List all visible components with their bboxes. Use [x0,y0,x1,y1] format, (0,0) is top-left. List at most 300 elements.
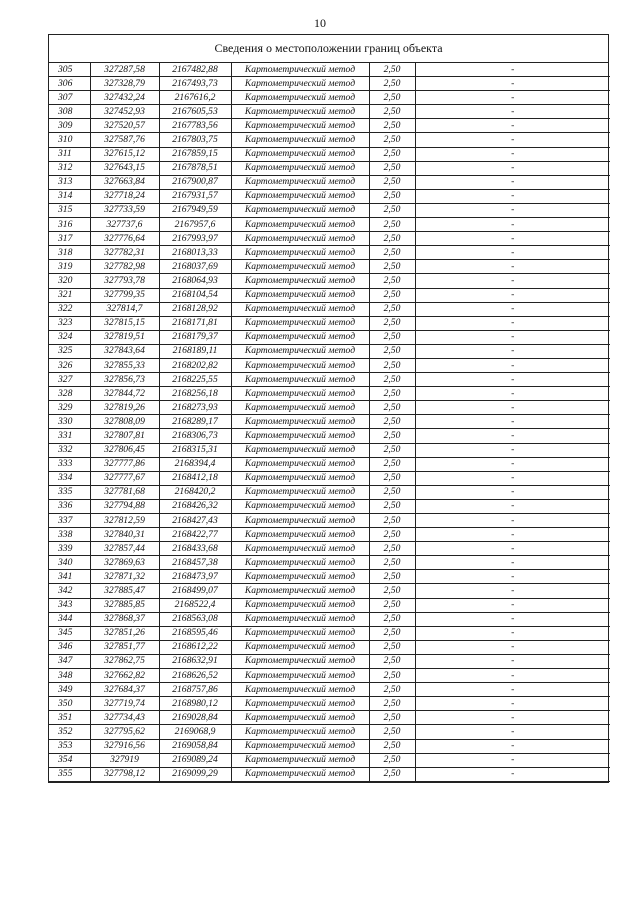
x-coordinate-cell: 327795,62 [90,725,159,739]
method-cell: Картометрический метод [231,288,369,302]
accuracy-cell: 2,50 [369,316,415,330]
method-cell: Картометрический метод [231,260,369,274]
method-cell: Картометрический метод [231,669,369,683]
accuracy-cell: 2,50 [369,697,415,711]
method-cell: Картометрический метод [231,91,369,105]
description-cell: - [415,767,610,781]
y-coordinate-cell: 2168433,68 [159,542,231,556]
accuracy-cell: 2,50 [369,330,415,344]
point-number-cell: 351 [49,711,90,725]
point-number-cell: 313 [49,175,90,189]
table-row [49,105,610,119]
accuracy-cell: 2,50 [369,654,415,668]
y-coordinate-cell: 2168256,18 [159,387,231,401]
method-cell: Картометрический метод [231,739,369,753]
method-cell: Картометрический метод [231,429,369,443]
point-number-cell: 310 [49,133,90,147]
y-coordinate-cell: 2168179,37 [159,330,231,344]
y-coordinate-cell: 2167783,56 [159,119,231,133]
y-coordinate-cell: 2167803,75 [159,133,231,147]
point-number-cell: 305 [49,63,90,77]
table-row [49,91,610,105]
y-coordinate-cell: 2167993,97 [159,232,231,246]
table-body [49,63,610,781]
method-cell: Картометрический метод [231,711,369,725]
description-cell: - [415,133,610,147]
y-coordinate-cell: 2168315,31 [159,443,231,457]
method-cell: Картометрический метод [231,528,369,542]
table-row [49,626,610,640]
point-number-cell: 333 [49,457,90,471]
accuracy-cell: 2,50 [369,542,415,556]
x-coordinate-cell: 327615,12 [90,147,159,161]
method-cell: Картометрический метод [231,387,369,401]
point-number-cell: 350 [49,697,90,711]
accuracy-cell: 2,50 [369,189,415,203]
method-cell: Картометрический метод [231,612,369,626]
table-row [49,302,610,316]
x-coordinate-cell: 327857,44 [90,542,159,556]
y-coordinate-cell: 2168563,08 [159,612,231,626]
point-number-cell: 324 [49,330,90,344]
description-cell: - [415,203,610,217]
x-coordinate-cell: 327794,88 [90,499,159,513]
point-number-cell: 320 [49,274,90,288]
accuracy-cell: 2,50 [369,471,415,485]
x-coordinate-cell: 327812,59 [90,514,159,528]
x-coordinate-cell: 327777,67 [90,471,159,485]
coordinates-table [49,63,610,782]
description-cell: - [415,542,610,556]
point-number-cell: 327 [49,373,90,387]
table-row [49,429,610,443]
y-coordinate-cell: 2168289,17 [159,415,231,429]
y-coordinate-cell: 2168522,4 [159,598,231,612]
y-coordinate-cell: 2168306,73 [159,429,231,443]
y-coordinate-cell: 2168612,22 [159,640,231,654]
description-cell: - [415,514,610,528]
table-row [49,274,610,288]
method-cell: Картометрический метод [231,147,369,161]
accuracy-cell: 2,50 [369,584,415,598]
method-cell: Картометрический метод [231,373,369,387]
y-coordinate-cell: 2168632,91 [159,654,231,668]
table-row [49,767,610,781]
method-cell: Картометрический метод [231,401,369,415]
table-row [49,471,610,485]
point-number-cell: 354 [49,753,90,767]
accuracy-cell: 2,50 [369,203,415,217]
point-number-cell: 342 [49,584,90,598]
x-coordinate-cell: 327734,43 [90,711,159,725]
table-row [49,77,610,91]
description-cell: - [415,105,610,119]
x-coordinate-cell: 327871,32 [90,570,159,584]
x-coordinate-cell: 327793,78 [90,274,159,288]
method-cell: Картометрический метод [231,175,369,189]
method-cell: Картометрический метод [231,77,369,91]
table-row [49,330,610,344]
point-number-cell: 325 [49,344,90,358]
description-cell: - [415,246,610,260]
y-coordinate-cell: 2168202,82 [159,358,231,372]
description-cell: - [415,485,610,499]
method-cell: Картометрический метод [231,302,369,316]
x-coordinate-cell: 327781,68 [90,485,159,499]
y-coordinate-cell: 2168171,81 [159,316,231,330]
point-number-cell: 316 [49,218,90,232]
table-row [49,598,610,612]
y-coordinate-cell: 2168273,93 [159,401,231,415]
point-number-cell: 348 [49,669,90,683]
y-coordinate-cell: 2168499,07 [159,584,231,598]
table-row [49,528,610,542]
x-coordinate-cell: 327587,76 [90,133,159,147]
table-row [49,288,610,302]
table-row [49,119,610,133]
accuracy-cell: 2,50 [369,119,415,133]
accuracy-cell: 2,50 [369,344,415,358]
x-coordinate-cell: 327919 [90,753,159,767]
point-number-cell: 315 [49,203,90,217]
accuracy-cell: 2,50 [369,485,415,499]
x-coordinate-cell: 327819,51 [90,330,159,344]
y-coordinate-cell: 2169028,84 [159,711,231,725]
x-coordinate-cell: 327782,98 [90,260,159,274]
y-coordinate-cell: 2168595,46 [159,626,231,640]
table-row [49,753,610,767]
method-cell: Картометрический метод [231,203,369,217]
description-cell: - [415,119,610,133]
x-coordinate-cell: 327869,63 [90,556,159,570]
accuracy-cell: 2,50 [369,288,415,302]
table-row [49,63,610,77]
accuracy-cell: 2,50 [369,246,415,260]
accuracy-cell: 2,50 [369,358,415,372]
method-cell: Картометрический метод [231,626,369,640]
table-row [49,711,610,725]
point-number-cell: 328 [49,387,90,401]
accuracy-cell: 2,50 [369,570,415,584]
method-cell: Картометрический метод [231,471,369,485]
table-row [49,189,610,203]
x-coordinate-cell: 327885,47 [90,584,159,598]
y-coordinate-cell: 2168420,2 [159,485,231,499]
description-cell: - [415,753,610,767]
y-coordinate-cell: 2168064,93 [159,274,231,288]
method-cell: Картометрический метод [231,119,369,133]
description-cell: - [415,443,610,457]
method-cell: Картометрический метод [231,63,369,77]
table-row [49,683,610,697]
x-coordinate-cell: 327776,64 [90,232,159,246]
table-row [49,161,610,175]
y-coordinate-cell: 2168128,92 [159,302,231,316]
accuracy-cell: 2,50 [369,133,415,147]
description-cell: - [415,528,610,542]
accuracy-cell: 2,50 [369,499,415,513]
y-coordinate-cell: 2168104,54 [159,288,231,302]
accuracy-cell: 2,50 [369,457,415,471]
table-row [49,485,610,499]
method-cell: Картометрический метод [231,598,369,612]
accuracy-cell: 2,50 [369,669,415,683]
point-number-cell: 337 [49,514,90,528]
y-coordinate-cell: 2168473,97 [159,570,231,584]
point-number-cell: 336 [49,499,90,513]
point-number-cell: 349 [49,683,90,697]
point-number-cell: 330 [49,415,90,429]
table-row [49,387,610,401]
table-row [49,556,610,570]
accuracy-cell: 2,50 [369,598,415,612]
point-number-cell: 338 [49,528,90,542]
accuracy-cell: 2,50 [369,63,415,77]
x-coordinate-cell: 327855,33 [90,358,159,372]
table-row [49,457,610,471]
accuracy-cell: 2,50 [369,528,415,542]
description-cell: - [415,739,610,753]
description-cell: - [415,401,610,415]
y-coordinate-cell: 2168980,12 [159,697,231,711]
description-cell: - [415,415,610,429]
point-number-cell: 343 [49,598,90,612]
accuracy-cell: 2,50 [369,443,415,457]
method-cell: Картометрический метод [231,556,369,570]
table-row [49,499,610,513]
description-cell: - [415,358,610,372]
accuracy-cell: 2,50 [369,514,415,528]
y-coordinate-cell: 2168422,77 [159,528,231,542]
table-row [49,640,610,654]
x-coordinate-cell: 327815,15 [90,316,159,330]
accuracy-cell: 2,50 [369,147,415,161]
method-cell: Картометрический метод [231,499,369,513]
description-cell: - [415,316,610,330]
method-cell: Картометрический метод [231,105,369,119]
point-number-cell: 318 [49,246,90,260]
method-cell: Картометрический метод [231,274,369,288]
description-cell: - [415,91,610,105]
table-row [49,415,610,429]
x-coordinate-cell: 327663,84 [90,175,159,189]
accuracy-cell: 2,50 [369,429,415,443]
point-number-cell: 307 [49,91,90,105]
description-cell: - [415,711,610,725]
point-number-cell: 331 [49,429,90,443]
accuracy-cell: 2,50 [369,175,415,189]
method-cell: Картометрический метод [231,584,369,598]
description-cell: - [415,570,610,584]
table-row [49,147,610,161]
method-cell: Картометрический метод [231,640,369,654]
point-number-cell: 322 [49,302,90,316]
description-cell: - [415,584,610,598]
y-coordinate-cell: 2167859,15 [159,147,231,161]
accuracy-cell: 2,50 [369,274,415,288]
y-coordinate-cell: 2167957,6 [159,218,231,232]
accuracy-cell: 2,50 [369,556,415,570]
y-coordinate-cell: 2168427,43 [159,514,231,528]
x-coordinate-cell: 327862,75 [90,654,159,668]
point-number-cell: 352 [49,725,90,739]
accuracy-cell: 2,50 [369,218,415,232]
description-cell: - [415,189,610,203]
table-row [49,260,610,274]
method-cell: Картометрический метод [231,570,369,584]
point-number-cell: 314 [49,189,90,203]
accuracy-cell: 2,50 [369,91,415,105]
x-coordinate-cell: 327840,31 [90,528,159,542]
table-row [49,246,610,260]
table-row [49,373,610,387]
x-coordinate-cell: 327662,82 [90,669,159,683]
description-cell: - [415,232,610,246]
y-coordinate-cell: 2169099,29 [159,767,231,781]
table-row [49,669,610,683]
table-row [49,542,610,556]
x-coordinate-cell: 327868,37 [90,612,159,626]
description-cell: - [415,274,610,288]
description-cell: - [415,63,610,77]
x-coordinate-cell: 327452,93 [90,105,159,119]
x-coordinate-cell: 327798,12 [90,767,159,781]
accuracy-cell: 2,50 [369,725,415,739]
x-coordinate-cell: 327432,24 [90,91,159,105]
point-number-cell: 332 [49,443,90,457]
table-row [49,584,610,598]
boundary-table-container [48,34,609,783]
point-number-cell: 345 [49,626,90,640]
accuracy-cell: 2,50 [369,626,415,640]
table-row [49,232,610,246]
y-coordinate-cell: 2168412,18 [159,471,231,485]
accuracy-cell: 2,50 [369,161,415,175]
point-number-cell: 329 [49,401,90,415]
x-coordinate-cell: 327814,7 [90,302,159,316]
description-cell: - [415,260,610,274]
table-row [49,443,610,457]
x-coordinate-cell: 327799,35 [90,288,159,302]
description-cell: - [415,471,610,485]
point-number-cell: 341 [49,570,90,584]
table-row [49,358,610,372]
point-number-cell: 339 [49,542,90,556]
description-cell: - [415,288,610,302]
point-number-cell: 308 [49,105,90,119]
y-coordinate-cell: 2168457,38 [159,556,231,570]
description-cell: - [415,598,610,612]
method-cell: Картометрический метод [231,232,369,246]
table-row [49,654,610,668]
description-cell: - [415,344,610,358]
y-coordinate-cell: 2168626,52 [159,669,231,683]
description-cell: - [415,626,610,640]
method-cell: Картометрический метод [231,133,369,147]
point-number-cell: 311 [49,147,90,161]
accuracy-cell: 2,50 [369,640,415,654]
accuracy-cell: 2,50 [369,739,415,753]
method-cell: Картометрический метод [231,485,369,499]
point-number-cell: 335 [49,485,90,499]
y-coordinate-cell: 2169058,84 [159,739,231,753]
y-coordinate-cell: 2167878,51 [159,161,231,175]
method-cell: Картометрический метод [231,514,369,528]
x-coordinate-cell: 327684,37 [90,683,159,697]
table-row [49,739,610,753]
page-number: 10 [314,16,326,30]
method-cell: Картометрический метод [231,697,369,711]
y-coordinate-cell: 2167605,53 [159,105,231,119]
x-coordinate-cell: 327851,77 [90,640,159,654]
x-coordinate-cell: 327843,64 [90,344,159,358]
method-cell: Картометрический метод [231,330,369,344]
y-coordinate-cell: 2168013,33 [159,246,231,260]
x-coordinate-cell: 327885,85 [90,598,159,612]
table-row [49,203,610,217]
method-cell: Картометрический метод [231,415,369,429]
point-number-cell: 312 [49,161,90,175]
x-coordinate-cell: 327844,72 [90,387,159,401]
description-cell: - [415,330,610,344]
point-number-cell: 353 [49,739,90,753]
x-coordinate-cell: 327287,58 [90,63,159,77]
method-cell: Картометрический метод [231,161,369,175]
y-coordinate-cell: 2168189,11 [159,344,231,358]
x-coordinate-cell: 327916,56 [90,739,159,753]
description-cell: - [415,161,610,175]
y-coordinate-cell: 2167931,57 [159,189,231,203]
accuracy-cell: 2,50 [369,373,415,387]
point-number-cell: 355 [49,767,90,781]
x-coordinate-cell: 327719,74 [90,697,159,711]
point-number-cell: 323 [49,316,90,330]
description-cell: - [415,499,610,513]
accuracy-cell: 2,50 [369,302,415,316]
table-title: Сведения о местоположении границ объекта [49,35,608,63]
x-coordinate-cell: 327643,15 [90,161,159,175]
table-row [49,344,610,358]
x-coordinate-cell: 327737,6 [90,218,159,232]
table-row [49,175,610,189]
y-coordinate-cell: 2168225,55 [159,373,231,387]
x-coordinate-cell: 327782,31 [90,246,159,260]
accuracy-cell: 2,50 [369,105,415,119]
point-number-cell: 326 [49,358,90,372]
accuracy-cell: 2,50 [369,683,415,697]
accuracy-cell: 2,50 [369,77,415,91]
description-cell: - [415,556,610,570]
x-coordinate-cell: 327808,09 [90,415,159,429]
description-cell: - [415,640,610,654]
point-number-cell: 309 [49,119,90,133]
point-number-cell: 344 [49,612,90,626]
description-cell: - [415,387,610,401]
table-row [49,218,610,232]
x-coordinate-cell: 327807,81 [90,429,159,443]
point-number-cell: 340 [49,556,90,570]
accuracy-cell: 2,50 [369,387,415,401]
point-number-cell: 319 [49,260,90,274]
x-coordinate-cell: 327328,79 [90,77,159,91]
accuracy-cell: 2,50 [369,753,415,767]
description-cell: - [415,175,610,189]
accuracy-cell: 2,50 [369,612,415,626]
table-row [49,133,610,147]
method-cell: Картометрический метод [231,457,369,471]
y-coordinate-cell: 2167482,88 [159,63,231,77]
accuracy-cell: 2,50 [369,767,415,781]
